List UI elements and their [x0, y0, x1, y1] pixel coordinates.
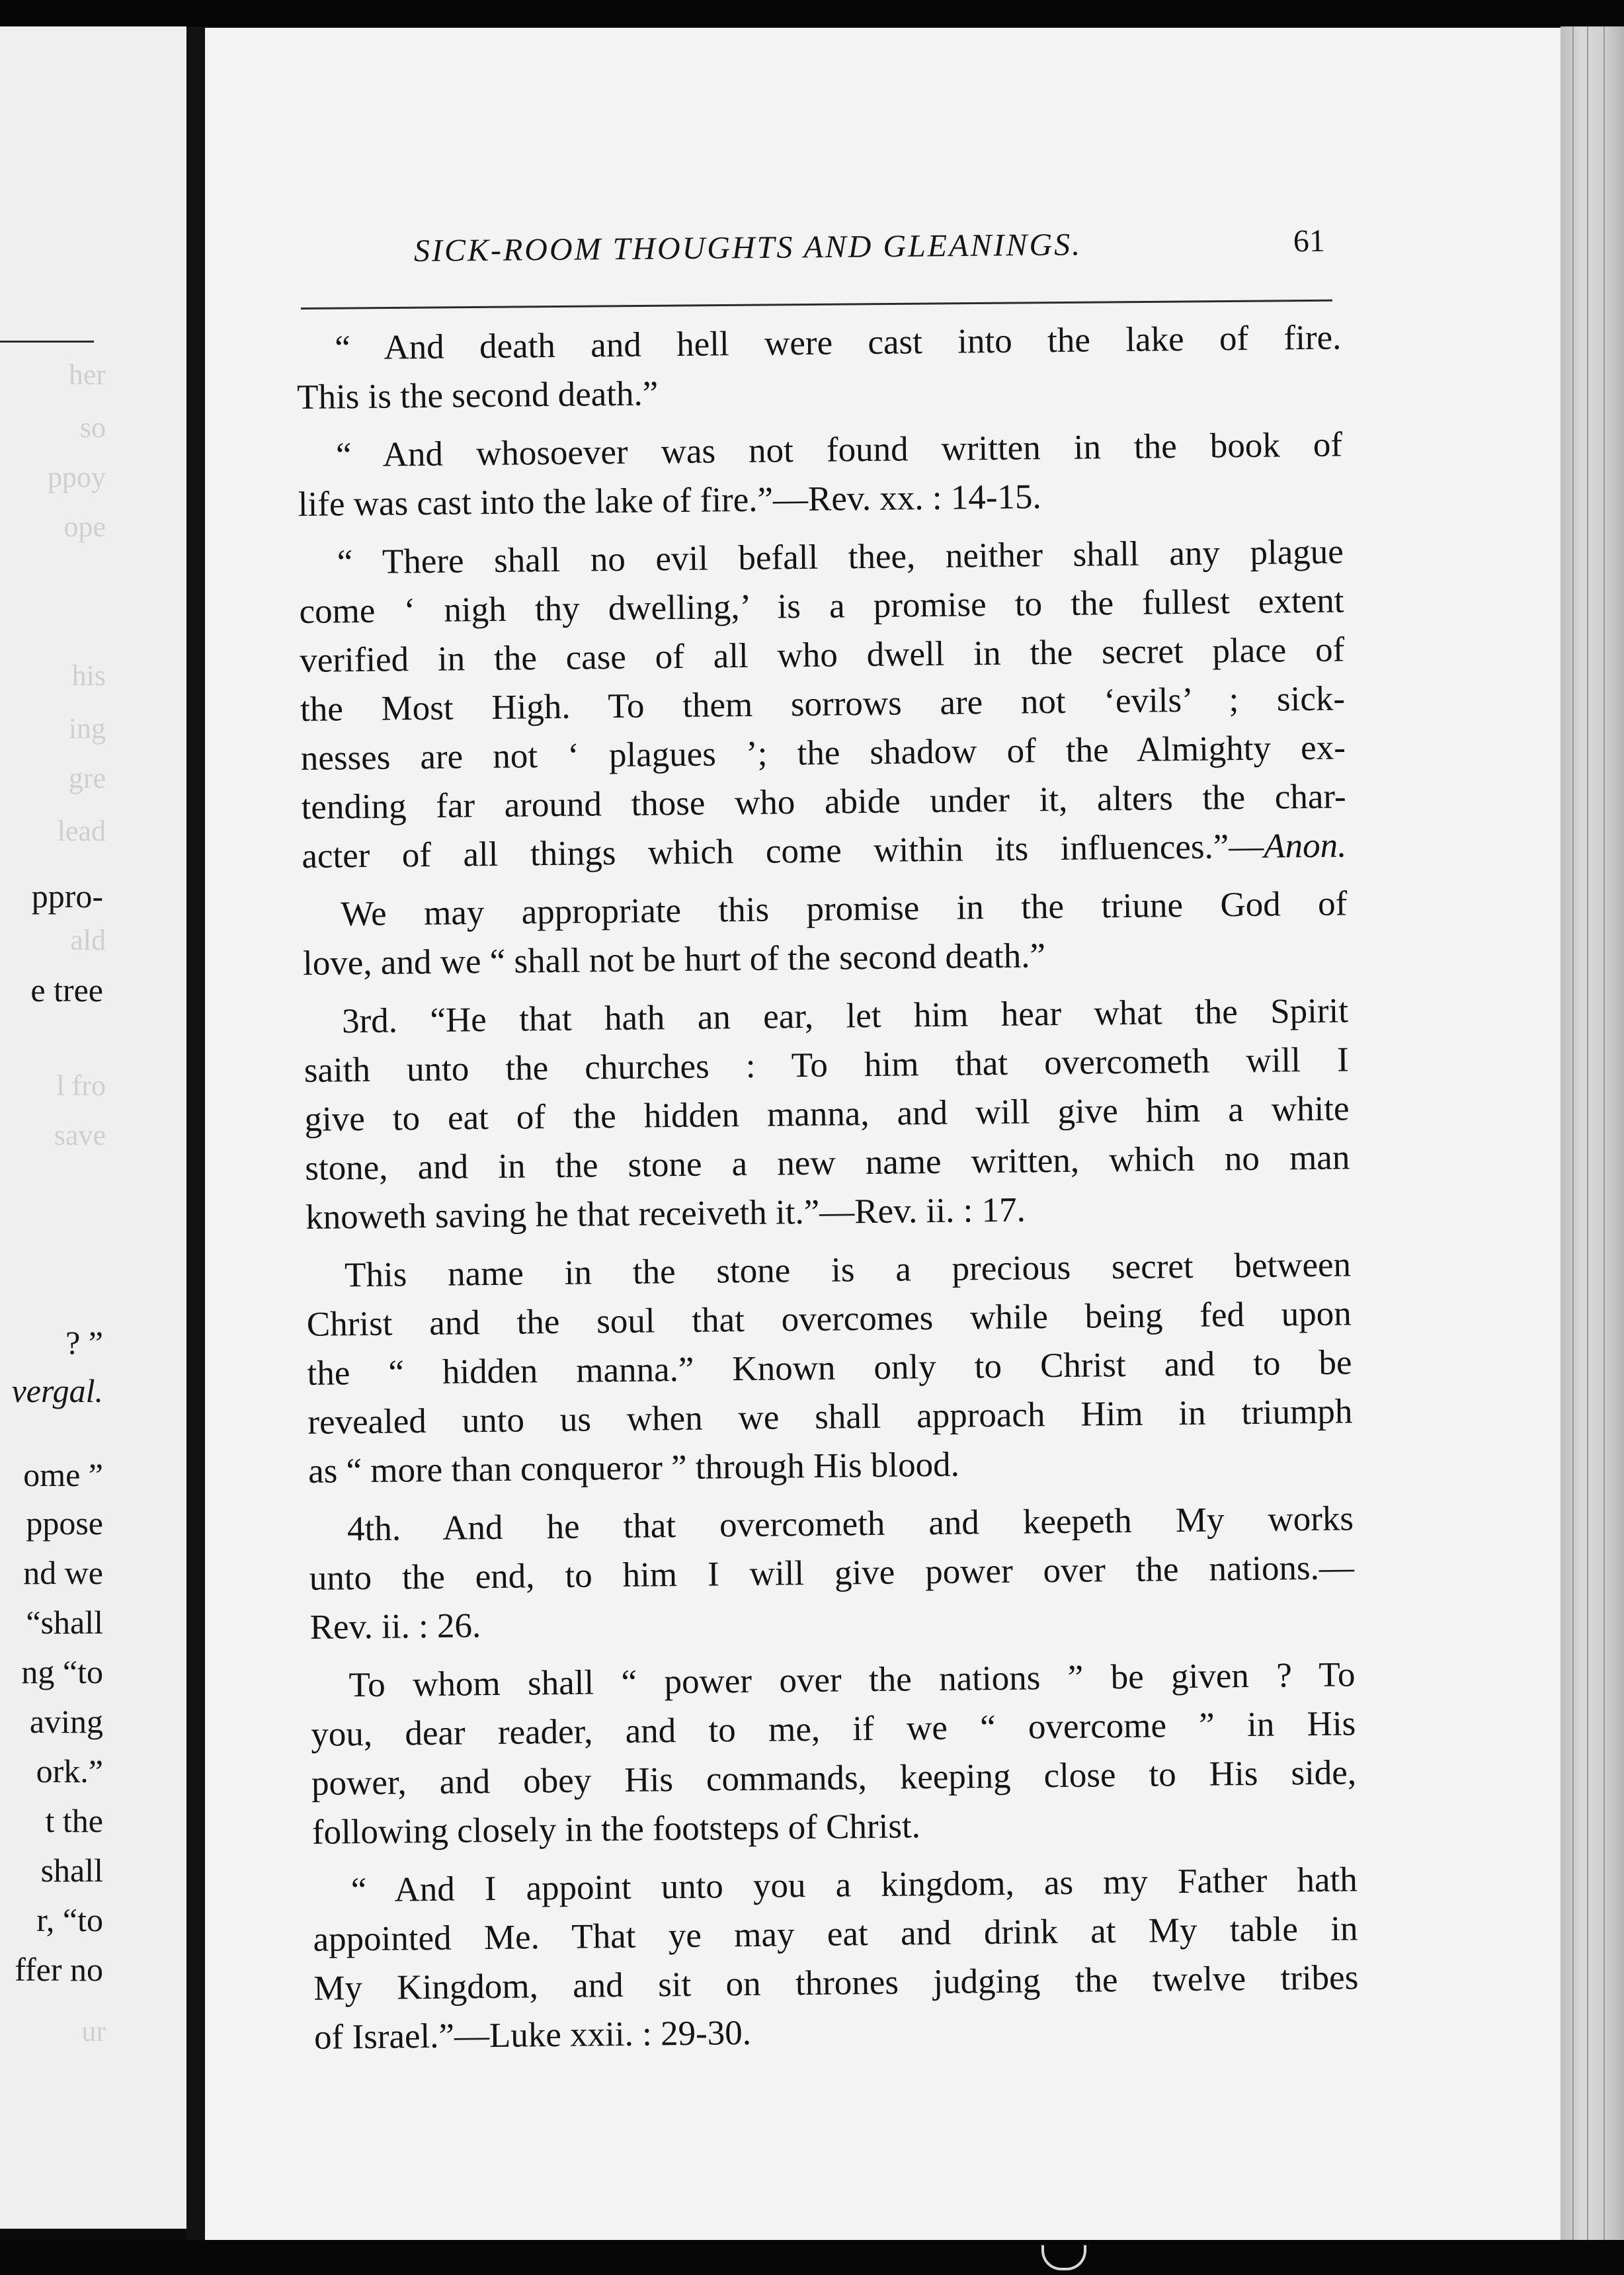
line-text: This name in the stone is a precious secret between [344, 1245, 1352, 1295]
line-text: stone, and in the stone a new name written, which no man [305, 1138, 1350, 1188]
line-text: “ And whosoever was not found written in the book of [335, 425, 1343, 475]
line-text: saith unto the churches : To him that overcometh will I [304, 1040, 1350, 1090]
left-page-fragment: ork.” [36, 1753, 103, 1790]
left-page-fragment: nd we [23, 1554, 103, 1591]
paragraph-indent [309, 1540, 347, 1541]
line-text: come ‘ nigh thy dwelling,’ is a promise to the fullest extent [299, 581, 1344, 631]
line-text: Christ and the soul that overcomes while being fed upon [306, 1294, 1352, 1344]
show-through-text: his [71, 659, 106, 692]
line-text: following closely in the footsteps of Christ. [311, 1807, 921, 1852]
left-page-fragment: shall [40, 1852, 103, 1889]
page-edge-line [1587, 26, 1588, 2255]
line-text: revealed unto us when we shall approach Him in triumph [307, 1392, 1353, 1442]
show-through-text: her [68, 358, 106, 391]
line-text: life was cast into the lake of fire.”—Rev. xx. : 14-15. [298, 477, 1042, 524]
left-page-fragment: aving [29, 1703, 103, 1740]
left-page-fragment: ffer no [15, 1951, 103, 1988]
text-line [302, 821, 1347, 881]
paragraph-indent [297, 359, 335, 360]
line-text: verified in the case of all who dwell in the secret place of [300, 630, 1345, 680]
text-line [305, 1182, 1351, 1242]
show-through-text: ing [68, 712, 106, 745]
paragraph-indent [311, 1696, 349, 1697]
left-page-fragment: r, “to [36, 1901, 103, 1938]
page-edge-line [1604, 26, 1605, 2255]
line-text: love, and we “ shall not be hurt of the second death.” [302, 936, 1046, 983]
running-head: SICK-ROOM THOUGHTS AND GLEANINGS. [413, 227, 1082, 269]
attribution: Anon. [1263, 826, 1347, 866]
page-number: 61 [1293, 223, 1326, 259]
line-text: power, and obey His commands, keeping close to His side, [311, 1753, 1357, 1803]
text-line [298, 469, 1343, 529]
line-text: appointed Me. That ye may eat and drink at My table in [313, 1909, 1358, 1959]
line-text: the “ hidden manna.” Known only to Christ and to be [307, 1343, 1352, 1393]
show-through-text: lead [57, 815, 106, 847]
paragraph-indent [303, 925, 341, 926]
left-page-fragment: t the [45, 1802, 103, 1839]
text-line [311, 1797, 1357, 1857]
line-text: To whom shall “ power over the nations ” be given ? To [348, 1655, 1356, 1705]
show-through-text: ald [70, 924, 106, 956]
line-text: of Israel.”—Luke xxii. : 29-30. [313, 2013, 752, 2057]
line-text: unto the end, to him I will give power over the nations.— [309, 1548, 1355, 1598]
line-text: My Kingdom, and sit on thrones judging the twelve tribes [313, 1958, 1359, 2008]
line-text: This is the second death.” [296, 374, 659, 417]
text-line [303, 928, 1348, 988]
line-text: give to eat of the hidden manna, and will give him a white [304, 1089, 1350, 1139]
text-line [297, 362, 1342, 422]
line-text: Rev. ii. : 26. [309, 1606, 481, 1647]
left-page-fragment: ppro- [31, 878, 103, 915]
left-page-fragment: e tree [30, 972, 103, 1009]
line-text: knoweth saving he that receiveth it.”—Rev. ii. : 17. [305, 1190, 1026, 1237]
line-text: 4th. And he that overcometh and keepeth My works [346, 1499, 1354, 1549]
paragraph-indent [298, 466, 336, 467]
show-through-text: gre [68, 762, 106, 794]
show-through-text: ppoy [48, 461, 106, 493]
scan-bottom-border [0, 2240, 1624, 2275]
left-page-fragment: ? ” [65, 1324, 103, 1361]
left-page-fragment: “shall [26, 1604, 103, 1641]
show-through-text: save [54, 1119, 106, 1151]
text-line [308, 1436, 1354, 1496]
paragraph-indent [304, 1032, 342, 1033]
paragraph-indent [313, 1901, 351, 1902]
line-text: nesses are not ‘ plagues ’; the shadow of the Almighty ex- [300, 728, 1346, 778]
show-through-text: ope [63, 511, 106, 543]
line-text: as “ more than conqueror ” through His blood. [307, 1445, 960, 1491]
show-through-text: ur [81, 2015, 106, 2047]
left-page-fragment: ppose [26, 1505, 103, 1542]
show-through-text: so [79, 411, 106, 444]
line-text: “ And death and hell were cast into the lake of fire. [335, 318, 1342, 368]
line-text: We may appropriate this promise in the triune God of [341, 884, 1348, 934]
page-stack-edge [1561, 26, 1624, 2255]
book-gutter [186, 26, 205, 2275]
line-text: you, dear reader, and to me, if we “ overcome ” in His [311, 1704, 1356, 1754]
show-through-text: l fro [56, 1069, 106, 1102]
line-text: “ There shall no evil befall thee, neither shall any plague [337, 532, 1344, 582]
left-page-fragment: ome ” [23, 1456, 103, 1493]
paragraph-indent [306, 1286, 345, 1287]
text-line [309, 1592, 1355, 1652]
left-page-fragment: vergal. [11, 1372, 103, 1409]
left-page-header-rule [0, 341, 94, 343]
line-text: acter of all things which come within its influences.”— [302, 827, 1264, 876]
line-text: tending far around those who abide under it, alters the char- [301, 777, 1346, 827]
scan-top-border [0, 0, 1624, 26]
line-text: “ And I appoint unto you a kingdom, as my Father hath [350, 1860, 1358, 1910]
page-body-text [296, 313, 1372, 2062]
line-text: 3rd. “He that hath an ear, let him hear what the Spirit [341, 991, 1349, 1041]
page-edge-line [1572, 26, 1574, 2255]
left-facing-page [0, 26, 186, 2229]
line-text: the Most High. To them sorrows are not ‘evils’ ; sick- [300, 679, 1346, 729]
paragraph-indent [299, 573, 337, 574]
left-page-fragment: ng “to [21, 1653, 103, 1690]
